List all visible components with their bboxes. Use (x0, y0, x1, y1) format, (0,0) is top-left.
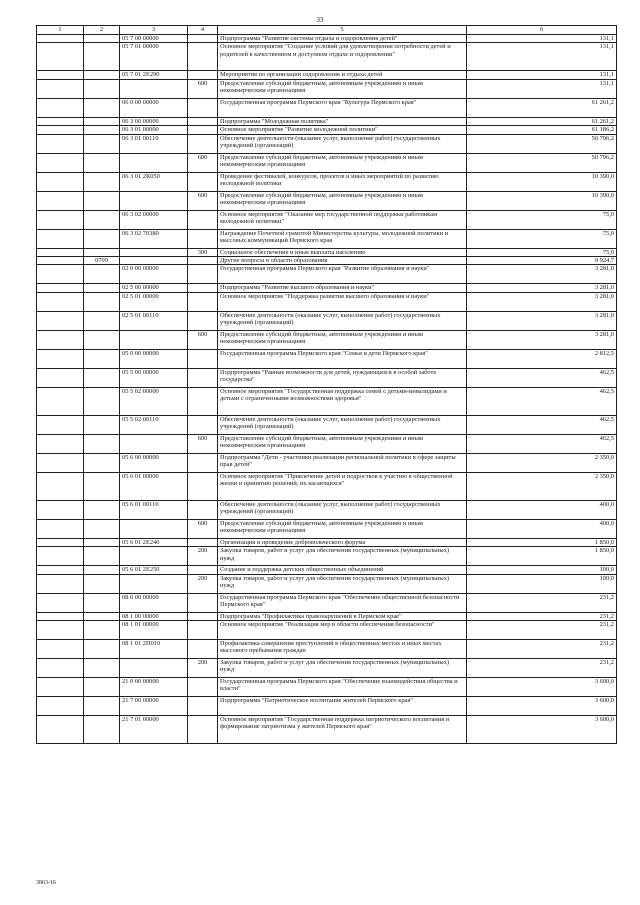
cell-c3: 21 7 01 00000 (120, 716, 188, 744)
cell-c1 (37, 500, 84, 519)
cell-c2 (84, 79, 120, 98)
cell-c6: 61 261,2 (467, 117, 617, 125)
cell-c3: 05 5 02 00000 (120, 387, 188, 415)
cell-c2 (84, 453, 120, 472)
table-row (37, 248, 617, 256)
footer-code: 3863-16 (36, 880, 56, 886)
cell-c3: 05 6 01 2Е250 (120, 566, 188, 574)
table-row (37, 172, 617, 191)
cell-c1 (37, 415, 84, 434)
table-row (37, 79, 617, 98)
table-row (37, 472, 617, 500)
cell-c3 (120, 434, 188, 453)
cell-c6: 3 600,0 (467, 716, 617, 744)
cell-c3 (120, 191, 188, 210)
cell-c5: Организация и проведение добровольческого форума (218, 538, 467, 546)
cell-c1 (37, 566, 84, 574)
cell-c4 (188, 172, 218, 191)
cell-c1 (37, 716, 84, 744)
table-row (37, 35, 617, 43)
cell-c1 (37, 330, 84, 349)
column-header: 6 (467, 26, 617, 35)
cell-c1 (37, 547, 84, 566)
table-row (37, 593, 617, 612)
cell-c6: 100,0 (467, 574, 617, 593)
column-header: 3 (120, 26, 188, 35)
cell-c5: Обеспечение деятельности (оказание услуг, выполнение работ) государственных учреждений (организаций) (218, 311, 467, 330)
cell-c6: 3 281,0 (467, 284, 617, 292)
cell-c5: Другие вопросы в области образования (218, 257, 467, 265)
table-row (37, 453, 617, 472)
cell-c5: Обеспечение деятельности (оказание услуг, выполнение работ) государственных учреждений (организаций) (218, 415, 467, 434)
cell-c3: 06 0 00 00000 (120, 98, 188, 117)
cell-c2 (84, 229, 120, 248)
cell-c4: 200 (188, 574, 218, 593)
cell-c4 (188, 453, 218, 472)
cell-c1 (37, 697, 84, 716)
cell-c4: 600 (188, 434, 218, 453)
cell-c5: Подпрограмма "Профилактика правонарушений в Пермском крае" (218, 612, 467, 620)
cell-c4 (188, 35, 218, 43)
cell-c2 (84, 678, 120, 697)
cell-c4: 300 (188, 248, 218, 256)
cell-c2: 0709 (84, 257, 120, 265)
cell-c3: 08 1 00 00000 (120, 612, 188, 620)
cell-c1 (37, 98, 84, 117)
cell-c1 (37, 210, 84, 229)
cell-c2 (84, 538, 120, 546)
cell-c1 (37, 387, 84, 415)
cell-c2 (84, 415, 120, 434)
cell-c5: Закупка товаров, работ и услуг для обеспечения государственных (муниципальных) нужд (218, 574, 467, 593)
cell-c2 (84, 311, 120, 330)
cell-c6: 231,2 (467, 612, 617, 620)
cell-c5: Мероприятия по организации оздоровления и отдыха детей (218, 71, 467, 79)
table-row (37, 574, 617, 593)
cell-c3: 06 3 01 00110 (120, 134, 188, 153)
table-row (37, 311, 617, 330)
cell-c1 (37, 284, 84, 292)
cell-c2 (84, 35, 120, 43)
table-body (37, 35, 617, 744)
cell-c6: 400,0 (467, 519, 617, 538)
cell-c3: 02 5 01 00110 (120, 311, 188, 330)
cell-c6: 131,1 (467, 35, 617, 43)
cell-c6: 100,0 (467, 566, 617, 574)
cell-c1 (37, 472, 84, 500)
cell-c3: 06 3 01 00000 (120, 126, 188, 134)
cell-c3: 05 5 00 00000 (120, 368, 188, 387)
cell-c4 (188, 472, 218, 500)
column-header: 5 (218, 26, 467, 35)
cell-c6: 1 850,0 (467, 547, 617, 566)
cell-c4 (188, 538, 218, 546)
cell-c2 (84, 574, 120, 593)
cell-c1 (37, 257, 84, 265)
cell-c3 (120, 574, 188, 593)
cell-c3: 02 0 00 00000 (120, 265, 188, 284)
cell-c5: Обеспечение деятельности (оказание услуг, выполнение работ) государственных учреждений (организаций) (218, 500, 467, 519)
cell-c5: Подпрограмма "Дети - участники реализации региональной политики в сфере защиты прав детей" (218, 453, 467, 472)
cell-c1 (37, 35, 84, 43)
table-row (37, 678, 617, 697)
cell-c4 (188, 621, 218, 640)
cell-c4: 600 (188, 191, 218, 210)
cell-c5: Предоставление субсидий бюджетным, автономным учреждениям и иным некоммерческим организациям (218, 79, 467, 98)
cell-c2 (84, 98, 120, 117)
cell-c5: Подпрограмма "Патриотическое воспитание жителей Пермского края" (218, 697, 467, 716)
cell-c4 (188, 678, 218, 697)
cell-c2 (84, 265, 120, 284)
cell-c1 (37, 453, 84, 472)
cell-c5: Предоставление субсидий бюджетным, автономным учреждениям и иным некоммерческим организациям (218, 153, 467, 172)
cell-c6: 3 281,0 (467, 330, 617, 349)
table-row (37, 566, 617, 574)
cell-c3: 06 3 02 70380 (120, 229, 188, 248)
cell-c3 (120, 659, 188, 678)
cell-c3 (120, 153, 188, 172)
table-row (37, 265, 617, 284)
cell-c3: 08 0 00 00000 (120, 593, 188, 612)
budget-table (36, 25, 617, 744)
cell-c2 (84, 248, 120, 256)
cell-c1 (37, 71, 84, 79)
cell-c1 (37, 79, 84, 98)
cell-c3: 02 5 01 00000 (120, 292, 188, 311)
cell-c3: 21 0 00 00000 (120, 678, 188, 697)
cell-c3: 05 6 01 2Е240 (120, 538, 188, 546)
table-row (37, 117, 617, 125)
cell-c3: 08 1 01 00000 (120, 621, 188, 640)
cell-c5: Основное мероприятие "Государственная поддержка патриотического воспитания и формирование патриотизма у жителей Пермского края" (218, 716, 467, 744)
cell-c3 (120, 330, 188, 349)
cell-c6: 61 186,2 (467, 126, 617, 134)
table-row (37, 257, 617, 265)
cell-c2 (84, 134, 120, 153)
cell-c4 (188, 71, 218, 79)
cell-c6: 462,5 (467, 387, 617, 415)
table-row (37, 500, 617, 519)
cell-c5: Обеспечение деятельности (оказание услуг, выполнение работ) государственных учреждений (организаций) (218, 134, 467, 153)
cell-c2 (84, 716, 120, 744)
cell-c4 (188, 284, 218, 292)
cell-c4 (188, 292, 218, 311)
cell-c1 (37, 574, 84, 593)
table-row (37, 292, 617, 311)
cell-c1 (37, 43, 84, 71)
table-row (37, 284, 617, 292)
cell-c2 (84, 500, 120, 519)
cell-c1 (37, 593, 84, 612)
cell-c1 (37, 153, 84, 172)
cell-c5: Подпрограмма "Молодежная политика" (218, 117, 467, 125)
table-row (37, 71, 617, 79)
cell-c5: Создание и поддержка детских общественных объединений (218, 566, 467, 574)
cell-c2 (84, 547, 120, 566)
cell-c2 (84, 519, 120, 538)
cell-c5: Подпрограмма "Развитие высшего образования и науки" (218, 284, 467, 292)
cell-c6: 131,1 (467, 71, 617, 79)
cell-c6: 75,0 (467, 210, 617, 229)
cell-c4 (188, 349, 218, 368)
cell-c4 (188, 415, 218, 434)
cell-c4 (188, 126, 218, 134)
table-row (37, 98, 617, 117)
cell-c1 (37, 311, 84, 330)
table-row (37, 153, 617, 172)
cell-c2 (84, 612, 120, 620)
cell-c5: Закупка товаров, работ и услуг для обеспечения государственных (муниципальных) нужд (218, 659, 467, 678)
cell-c5: Предоставление субсидий бюджетным, автономным учреждениям и иным некоммерческим организациям (218, 519, 467, 538)
cell-c5: Награждение Почетной грамотой Министерства культуры, молодежной политики и массовых коммуникаций Пермского края (218, 229, 467, 248)
cell-c6: 231,2 (467, 621, 617, 640)
cell-c4: 600 (188, 153, 218, 172)
cell-c4 (188, 697, 218, 716)
cell-c4 (188, 368, 218, 387)
cell-c4 (188, 117, 218, 125)
cell-c3 (120, 248, 188, 256)
cell-c2 (84, 368, 120, 387)
cell-c5: Государственная программа Пермского края "Культура Пермского края" (218, 98, 467, 117)
cell-c4 (188, 98, 218, 117)
cell-c2 (84, 697, 120, 716)
cell-c6: 3 281,0 (467, 311, 617, 330)
cell-c5: Основное мероприятие "Оказание мер государственной поддержки работникам молодежной политики" (218, 210, 467, 229)
cell-c3: 05 7 00 00000 (120, 35, 188, 43)
table-row (37, 659, 617, 678)
cell-c2 (84, 434, 120, 453)
cell-c2 (84, 659, 120, 678)
cell-c1 (37, 134, 84, 153)
cell-c3: 05 6 01 00000 (120, 472, 188, 500)
cell-c3: 21 7 00 00000 (120, 697, 188, 716)
cell-c2 (84, 640, 120, 659)
table-row (37, 434, 617, 453)
table-row (37, 697, 617, 716)
cell-c3: 05 6 00 00000 (120, 453, 188, 472)
cell-c6: 231,2 (467, 593, 617, 612)
cell-c6: 3 600,0 (467, 697, 617, 716)
cell-c5: Государственная программа Пермского края "Семья и дети Пермского края" (218, 349, 467, 368)
cell-c1 (37, 248, 84, 256)
cell-c6: 2 350,0 (467, 472, 617, 500)
table-row (37, 330, 617, 349)
cell-c6: 75,0 (467, 229, 617, 248)
cell-c1 (37, 519, 84, 538)
cell-c4 (188, 134, 218, 153)
cell-c3 (120, 547, 188, 566)
cell-c3 (120, 79, 188, 98)
cell-c5: Основное мероприятие "Поддержка развития высшего образования и науки" (218, 292, 467, 311)
cell-c5: Основное мероприятие "Привлечение детей и подростков к участию в общественной жизни и принятию решений, их касающихся" (218, 472, 467, 500)
cell-c6: 3 281,0 (467, 265, 617, 284)
cell-c6: 61 261,2 (467, 98, 617, 117)
cell-c4: 200 (188, 547, 218, 566)
cell-c3: 05 5 02 00110 (120, 415, 188, 434)
cell-c6: 1 850,0 (467, 538, 617, 546)
cell-c3: 06 3 02 00000 (120, 210, 188, 229)
column-header: 2 (84, 26, 120, 35)
cell-c1 (37, 659, 84, 678)
cell-c4 (188, 593, 218, 612)
cell-c3: 06 3 01 2К050 (120, 172, 188, 191)
cell-c4 (188, 229, 218, 248)
cell-c5: Предоставление субсидий бюджетным, автономным учреждениям и иным некоммерческим организациям (218, 434, 467, 453)
cell-c5: Государственная программа Пермского края "Развитие образования и науки" (218, 265, 467, 284)
cell-c4 (188, 566, 218, 574)
cell-c3: 05 7 01 2Е290 (120, 71, 188, 79)
cell-c5: Предоставление субсидий бюджетным, автономным учреждениям и иным некоммерческим организациям (218, 330, 467, 349)
table-row (37, 415, 617, 434)
cell-c4 (188, 257, 218, 265)
cell-c1 (37, 172, 84, 191)
table-row (37, 134, 617, 153)
cell-c4 (188, 500, 218, 519)
cell-c5: Основное мероприятие "Создание условий для удовлетворения потребности детей и родителей в качественном и доступном отдыхе и оздоровлении" (218, 43, 467, 71)
cell-c4 (188, 265, 218, 284)
cell-c6: 10 390,0 (467, 191, 617, 210)
cell-c5: Основное мероприятие "Государственная поддержка семей с детьми-инвалидами и детьми с ограниченными возможностями здоровья" (218, 387, 467, 415)
cell-c1 (37, 292, 84, 311)
cell-c3: 05 6 01 00110 (120, 500, 188, 519)
cell-c2 (84, 349, 120, 368)
cell-c6: 131,1 (467, 79, 617, 98)
cell-c5: Подпрограмма "Развитие системы отдыха и оздоровления детей" (218, 35, 467, 43)
cell-c6: 2 812,5 (467, 349, 617, 368)
page-number: 33 (316, 16, 324, 24)
cell-c2 (84, 71, 120, 79)
cell-c2 (84, 284, 120, 292)
cell-c1 (37, 229, 84, 248)
cell-c6: 9 924,7 (467, 257, 617, 265)
cell-c2 (84, 387, 120, 415)
cell-c1 (37, 349, 84, 368)
cell-c4 (188, 210, 218, 229)
cell-c2 (84, 621, 120, 640)
cell-c5: Социальное обеспечение и иные выплаты населению (218, 248, 467, 256)
cell-c5: Основное мероприятие "Реализация мер в области обеспечения безопасности" (218, 621, 467, 640)
cell-c3 (120, 257, 188, 265)
cell-c1 (37, 621, 84, 640)
table-row (37, 387, 617, 415)
cell-c2 (84, 330, 120, 349)
cell-c1 (37, 612, 84, 620)
cell-c2 (84, 472, 120, 500)
cell-c6: 75,0 (467, 248, 617, 256)
cell-c3: 08 1 01 2П010 (120, 640, 188, 659)
cell-c2 (84, 126, 120, 134)
cell-c5: Закупка товаров, работ и услуг для обеспечения государственных (муниципальных) нужд (218, 547, 467, 566)
cell-c5: Подпрограмма "Равные возможности для детей, нуждающихся в особой заботе государства" (218, 368, 467, 387)
cell-c6: 3 281,0 (467, 292, 617, 311)
table-row (37, 716, 617, 744)
cell-c6: 50 796,2 (467, 134, 617, 153)
cell-c6: 2 350,0 (467, 453, 617, 472)
table-row (37, 126, 617, 134)
cell-c3 (120, 519, 188, 538)
cell-c6: 131,1 (467, 43, 617, 71)
cell-c1 (37, 368, 84, 387)
table-row (37, 640, 617, 659)
cell-c2 (84, 172, 120, 191)
cell-c3: 02 5 00 00000 (120, 284, 188, 292)
cell-c4 (188, 311, 218, 330)
table-row (37, 547, 617, 566)
cell-c4 (188, 43, 218, 71)
cell-c5: Государственная программа Пермского края "Обеспечение взаимодействия общества и власти" (218, 678, 467, 697)
cell-c6: 462,5 (467, 434, 617, 453)
cell-c2 (84, 43, 120, 71)
table-row (37, 43, 617, 71)
cell-c4 (188, 612, 218, 620)
column-number-row (37, 26, 617, 35)
cell-c5: Основное мероприятие "Развитие молодежной политики" (218, 126, 467, 134)
cell-c2 (84, 191, 120, 210)
cell-c5: Проведение фестивалей, конкурсов, проектов и иных мероприятий по развитию молодежной политики (218, 172, 467, 191)
table-row (37, 519, 617, 538)
table-row (37, 368, 617, 387)
table-row (37, 612, 617, 620)
table-row (37, 538, 617, 546)
cell-c6: 462,5 (467, 368, 617, 387)
cell-c6: 50 796,2 (467, 153, 617, 172)
cell-c6: 231,2 (467, 640, 617, 659)
cell-c1 (37, 117, 84, 125)
cell-c1 (37, 434, 84, 453)
cell-c6: 3 600,0 (467, 678, 617, 697)
cell-c6: 231,2 (467, 659, 617, 678)
table-row (37, 229, 617, 248)
cell-c1 (37, 126, 84, 134)
cell-c1 (37, 538, 84, 546)
cell-c5: Государственная программа Пермского края "Обеспечение общественной безопасности Пермского края" (218, 593, 467, 612)
cell-c1 (37, 640, 84, 659)
column-header: 1 (37, 26, 84, 35)
table-row (37, 349, 617, 368)
cell-c6: 462,5 (467, 415, 617, 434)
cell-c4 (188, 387, 218, 415)
cell-c4: 600 (188, 330, 218, 349)
cell-c4 (188, 716, 218, 744)
cell-c1 (37, 265, 84, 284)
cell-c4 (188, 640, 218, 659)
table-row (37, 621, 617, 640)
cell-c6: 400,0 (467, 500, 617, 519)
table-row (37, 210, 617, 229)
cell-c4: 200 (188, 659, 218, 678)
cell-c2 (84, 153, 120, 172)
table-row (37, 191, 617, 210)
cell-c3: 05 7 01 00000 (120, 43, 188, 71)
cell-c6: 10 390,0 (467, 172, 617, 191)
cell-c2 (84, 210, 120, 229)
cell-c2 (84, 566, 120, 574)
cell-c2 (84, 292, 120, 311)
cell-c1 (37, 191, 84, 210)
cell-c1 (37, 678, 84, 697)
cell-c4: 600 (188, 79, 218, 98)
cell-c5: Предоставление субсидий бюджетным, автономным учреждениям и иным некоммерческим организациям (218, 191, 467, 210)
column-header: 4 (188, 26, 218, 35)
cell-c3: 06 3 00 00000 (120, 117, 188, 125)
cell-c4: 600 (188, 519, 218, 538)
cell-c3: 05 0 00 00000 (120, 349, 188, 368)
cell-c2 (84, 117, 120, 125)
cell-c5: Профилактика совершения преступлений в общественных местах и иных местах массового пребывания граждан (218, 640, 467, 659)
cell-c2 (84, 593, 120, 612)
